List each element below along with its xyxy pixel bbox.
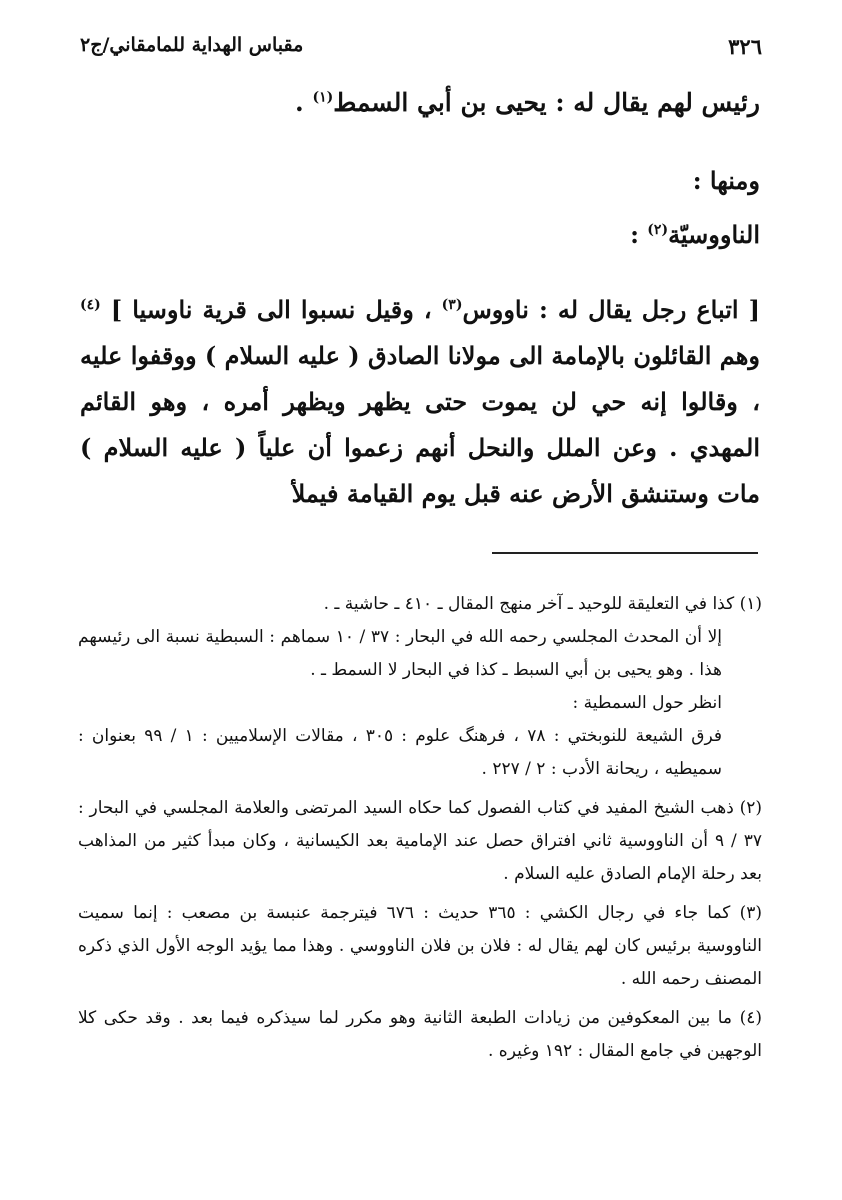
- para-part-1: [ اتباع رجل يقال له : ناووس: [462, 295, 760, 324]
- section-title-text: الناووسيّة: [668, 220, 760, 249]
- page-header: [80, 34, 762, 64]
- opening-line-end: .: [295, 88, 313, 117]
- para-part-2: ، وقيل نسبوا الى قرية ناوسيا ]: [100, 295, 442, 324]
- section-title: [80, 220, 760, 249]
- opening-line-text: رئيس لهم يقال له : يحيى بن أبي السمط: [333, 88, 760, 117]
- page-number: ٣٢٦: [728, 34, 762, 59]
- minha-line: ومنها :: [692, 166, 760, 195]
- footnote-2: [78, 792, 762, 891]
- footnote-2-text: (٢) ذهب الشيخ المفيد في كتاب الفصول كما حكاه السيد المرتضى والعلامة المجلسي في البحار : ٣٧ / ٩ أن الناووسية ثاني افتراق حصل عند الإمامية بعد الكيسانية ، وكان مبدأ كثير من المذاهب بعد رحلة الإمام الصادق عليه السلام .: [78, 798, 762, 884]
- section-title-end: :: [630, 220, 648, 249]
- running-title: مقباس الهداية للمامقاني/ج٢: [80, 34, 304, 56]
- footnote-1: [78, 588, 762, 786]
- footnote-4: [78, 1002, 762, 1068]
- footnote-ref-2: (٢): [647, 222, 669, 238]
- opening-line: [80, 88, 760, 117]
- footnote-3-text: (٣) كما جاء في رجال الكشي : ٣٦٥ حديث : ٦٧٦ فيترجمة عنبسة بن مصعب : إنما سميت الناووسية برئيس كان لهم يقال له : فلان بن فلان الناووسي . وهذا مما يؤيد الوجه الأول الذي ذكره المصنف رحمه الله .: [78, 903, 762, 989]
- footnote-ref-4: (٤): [80, 297, 101, 313]
- footnote-4-text: (٤) ما بين المعكوفين من زيادات الطبعة الثانية وهو مكرر لما سيذكره فيما بعد . وقد حكى كلا الوجهين في جامع المقال : ١٩٢ وغيره .: [78, 1008, 762, 1061]
- footnote-1-line-3: انظر حول السمطية :: [572, 693, 722, 713]
- footnote-3: [78, 897, 762, 996]
- main-paragraph: [80, 282, 760, 517]
- footnote-divider: [492, 552, 758, 554]
- footnote-1-line-2: إلا أن المحدث المجلسي رحمه الله في البحار : ٣٧ / ١٠ سماهم : السبطية نسبة الى رئيسهم هذا . وهو يحيى بن أبي السبط ـ كذا في البحار لا السمط ـ .: [78, 627, 722, 680]
- footnote-1-line-1: (١) كذا في التعليقة للوحيد ـ آخر منهج المقال ـ ٤١٠ ـ حاشية ـ .: [323, 594, 762, 614]
- footnote-1-line-4: فرق الشيعة للنوبختي : ٧٨ ، فرهنگ علوم : ٣٠٥ ، مقالات الإسلاميين : ١ / ٩٩ بعنوان : سميطيه ، ريحانة الأدب : ٢ / ٢٢٧ .: [78, 726, 722, 779]
- footnote-ref-1: (١): [312, 89, 334, 106]
- para-part-3: وهم القائلون بالإمامة الى مولانا الصادق ( عليه السلام ) ووقفوا عليه ، وقالوا إنه حي لن يموت حتى يظهر ويظهر أمره ، وهو القائم المهدي . وعن الملل والنحل أنهم زعموا أن علياً ( عليه السلام ) مات وستنشق الأرض عنه قبل يوم القيامة فيملأ: [79, 341, 760, 508]
- footnote-ref-3: (٣): [441, 297, 463, 313]
- footnotes: [78, 588, 762, 1074]
